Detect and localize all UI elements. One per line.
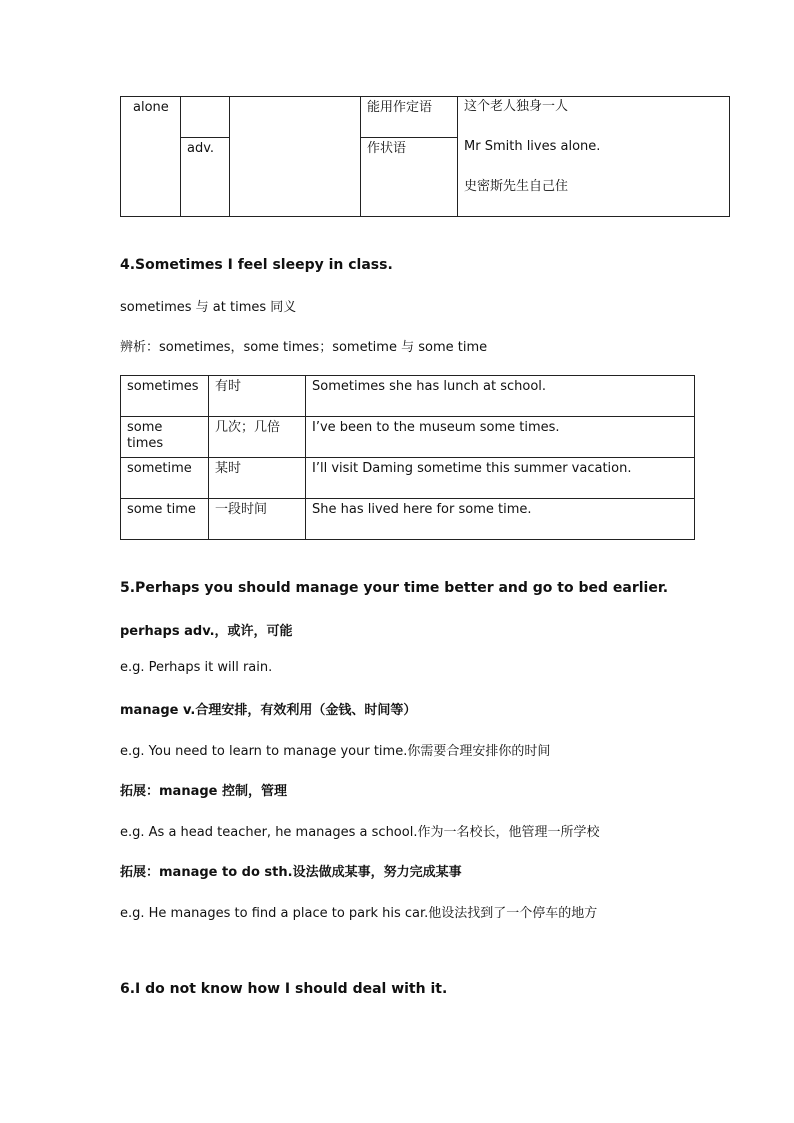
extension-1-example: e.g. As a head teacher, he manages a school.作为一名校长，他管理一所学校 [120,825,600,840]
extension-1: 拓展：manage 控制，管理 [120,784,287,799]
row-meaning: 有时 [215,379,242,394]
word-alone: alone [133,100,169,115]
section-4-compare: 辨析：sometimes，some times；sometime 与 some time [120,340,488,355]
perhaps-example: e.g. Perhaps it will rain. [120,660,273,675]
row-meaning: 几次；几倍 [215,420,281,435]
alone-table [120,96,730,217]
table-row [121,376,695,417]
manage-example: e.g. You need to learn to manage your time.你需要合理安排你的时间 [120,744,551,759]
usage-attributive: 能用作定语 [367,100,433,115]
row-word: sometimes [127,379,199,394]
example-cn-2: 史密斯先生自己住 [464,179,569,194]
extension-2-example: e.g. He manages to find a place to park his car.他设法找到了一个停车的地方 [120,906,598,921]
usage-cell [361,138,458,217]
row-meaning: 一段时间 [215,502,268,517]
pos-cell [181,138,230,217]
manage-definition: manage v.合理安排，有效利用（金钱、时间等） [120,703,417,718]
table-row [121,458,695,499]
table-row [121,499,695,540]
table-row [121,417,695,458]
section-5-heading: 5.Perhaps you should manage your time better and go to bed earlier. [120,580,669,596]
example-en: Mr Smith lives alone. [464,139,601,154]
row-meaning: 某时 [215,461,242,476]
usage-cell [361,97,458,138]
section-4-heading: 4.Sometimes I feel sleepy in class. [120,257,393,273]
section-6-heading: 6.I do not know how I should deal with it. [120,981,448,997]
row-example: Sometimes she has lunch at school. [312,379,547,394]
perhaps-definition: perhaps adv.，或许，可能 [120,624,293,639]
row-word: some times [127,420,164,451]
row-example: She has lived here for some time. [312,502,532,517]
empty-cell [230,97,361,217]
usage-adverbial: 作状语 [367,141,407,156]
section-4-synonym: sometimes 与 at times 同义 [120,300,297,315]
sometimes-table [120,375,695,540]
example-cell [458,97,730,217]
row-example: I’ve been to the museum some times. [312,420,560,435]
empty-cell [181,97,230,138]
word-cell [121,97,181,217]
row-word: some time [127,502,196,517]
row-word: sometime [127,461,192,476]
extension-2: 拓展：manage to do sth.设法做成某事，努力完成某事 [120,865,462,880]
row-example: I’ll visit Daming sometime this summer vacation. [312,461,632,476]
pos-adv: adv. [187,141,215,156]
example-cn-1: 这个老人独身一人 [464,99,569,114]
